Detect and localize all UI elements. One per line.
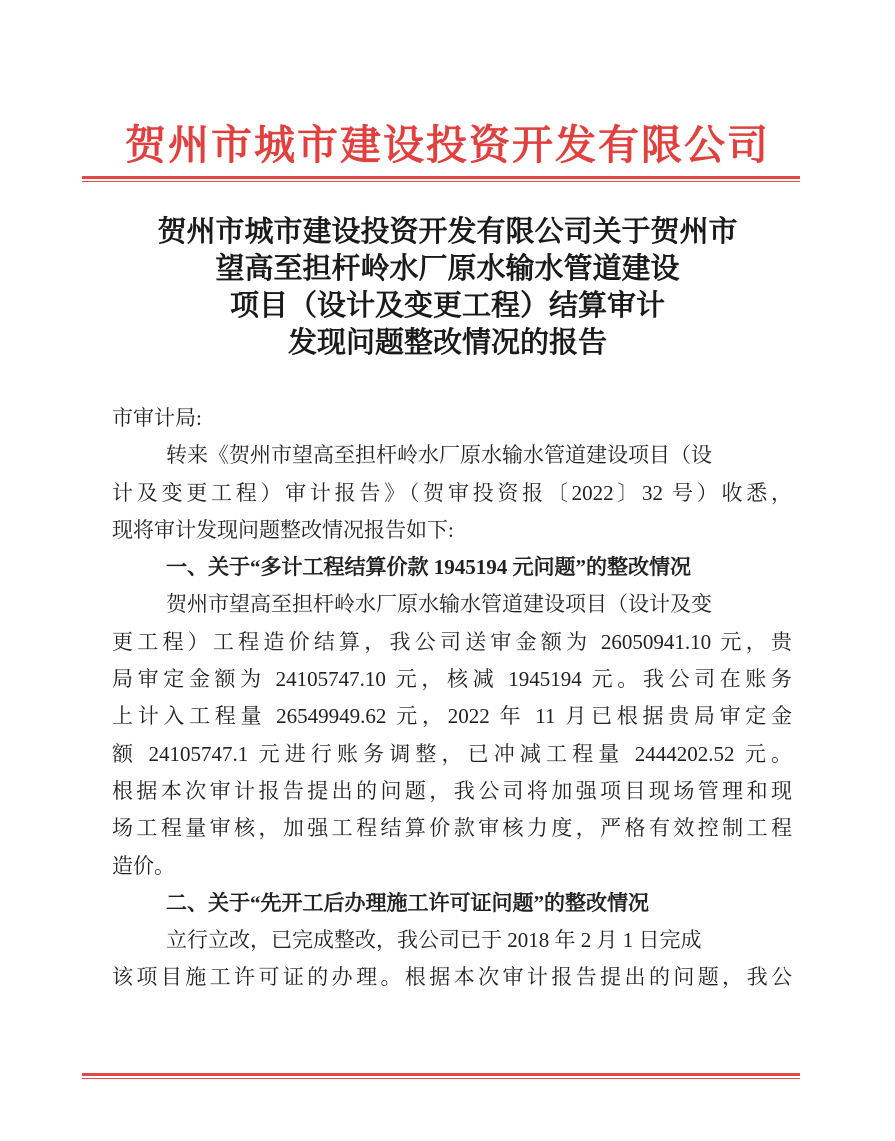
paragraph-line: 局审定金额为 24105747.10 元，核减 1945194 元。我公司在账务	[112, 667, 792, 692]
paragraph-line: 立行立改，已完成整改，我公司已于 2018 年 2 月 1 日完成	[166, 928, 702, 953]
section-heading: 二、关于“先开工后办理施工许可证问题”的整改情况	[166, 890, 649, 915]
title-line: 发现问题整改情况的报告	[287, 327, 607, 359]
paragraph-line: 现将审计发现问题整改情况报告如下:	[112, 517, 454, 542]
footer-divider	[82, 1073, 800, 1079]
paragraph-line: 计及变更工程）审计报告》（贺审投资报〔2022〕32 号）收悉，	[112, 480, 792, 505]
section-heading: 一、关于“多计工程结算价款 1945194 元问题”的整改情况	[166, 555, 691, 580]
paragraph-line: 额 24105747.1 元进行账务调整，已冲减工程量 2444202.52 元。	[112, 741, 792, 766]
title-line: 望高至担杆岭水厂原水输水管道建设	[215, 253, 680, 285]
paragraph-line: 该项目施工许可证的办理。根据本次审计报告提出的问题，我公	[112, 965, 792, 990]
salutation: 市审计局:	[112, 406, 202, 430]
title-line: 贺州市城市建设投资开发有限公司关于贺州市	[157, 216, 738, 248]
paragraph-line: 上计入工程量 26549949.62 元，2022 年 11 月已根据贵局审定金	[112, 704, 792, 729]
paragraph-line: 转来《贺州市望高至担杆岭水厂原水输水管道建设项目（设	[166, 443, 712, 468]
document-title	[80, 214, 815, 362]
paragraph-line: 场工程量审核，加强工程结算价款审核力度，严格有效控制工程	[112, 816, 792, 841]
document-body	[112, 400, 792, 997]
paragraph-line: 根据本次审计报告提出的问题，我公司将加强项目现场管理和现	[112, 778, 792, 803]
letterhead-divider	[82, 176, 800, 182]
paragraph-line: 造价。	[112, 853, 175, 878]
letterhead: 贺州市城市建设投资开发有限公司	[125, 122, 770, 168]
title-line: 项目（设计及变更工程）结算审计	[229, 290, 665, 322]
paragraph-line: 贺州市望高至担杆岭水厂原水输水管道建设项目（设计及变	[166, 592, 712, 617]
paragraph-line: 更工程）工程造价结算，我公司送审金额为 26050941.10 元，贵	[112, 629, 792, 654]
